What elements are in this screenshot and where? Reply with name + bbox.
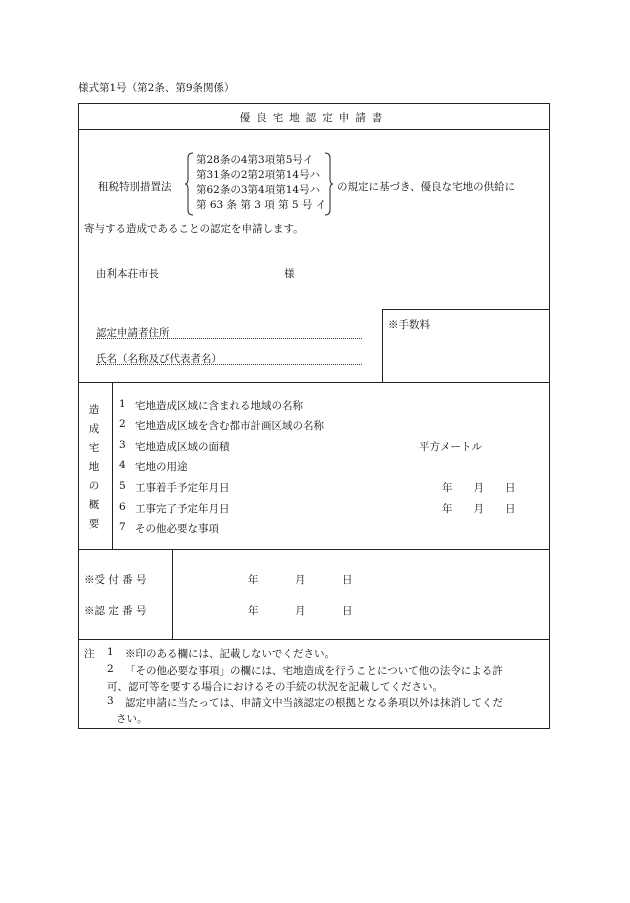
- summary-item-label: 宅地造成区域の面積: [135, 441, 230, 453]
- note-text: 可、認可等を要する場合におけるその手続の状況を記載してください。: [107, 681, 443, 693]
- addressee: 由利本荘市長: [96, 268, 159, 280]
- addressee-suffix: 様: [284, 268, 295, 280]
- article-item: 第28条の4第3項第5号イ: [196, 154, 314, 166]
- summary-item-num: 4: [119, 459, 126, 471]
- title-divider: [78, 129, 550, 130]
- summary-heading-char: 地: [88, 461, 100, 473]
- summary-heading-char: 造: [88, 404, 100, 416]
- request-text-line1: の規定に基づき、優良な宅地の供給に: [337, 181, 516, 193]
- summary-item-label: 工事着手予定年月日: [135, 482, 230, 494]
- summary-item-label: 宅地造成区域に含まれる地域の名称: [135, 400, 303, 412]
- applicant-address-label: 認定申請者住所: [96, 327, 170, 339]
- number-label-divider: [172, 549, 173, 639]
- summary-item-num: 5: [119, 480, 126, 492]
- summary-item-label: 宅地造成区域を含む都市計画区域の名称: [135, 420, 324, 432]
- note-text: 「その他必要な事項」の欄には、宅地造成を行うことについて他の法令による許: [125, 665, 503, 677]
- cert-number-label: ※認 定 番 号: [84, 605, 147, 617]
- summary-item-num: 3: [119, 439, 126, 451]
- cert-month: 月: [295, 605, 306, 617]
- summary-heading-char: 宅: [88, 442, 100, 454]
- note-text: 認定申請に当たっては、申請文中当該認定の根拠となる条項以外は抹消してくだ: [125, 697, 503, 709]
- summary-item-label: 宅地の用途: [135, 461, 188, 473]
- applicant-divider: [78, 382, 550, 383]
- article-list: [196, 153, 326, 213]
- fee-label: ※手数料: [388, 319, 430, 331]
- summary-item-num: 7: [119, 521, 126, 533]
- fee-box-left: [382, 309, 383, 382]
- summary-divider: [78, 549, 550, 550]
- left-brace-icon: [184, 152, 194, 216]
- summary-item-unit: 年 月 日: [442, 503, 516, 515]
- numbers-divider: [78, 639, 550, 640]
- notes-prefix: 注: [84, 648, 95, 660]
- article-item: 第62条の3第4項第14号ハ: [196, 184, 321, 196]
- summary-item-label: 工事完了予定年月日: [135, 503, 230, 515]
- fee-box-top: [382, 309, 550, 310]
- law-name: 租税特別措置法: [98, 181, 172, 193]
- form-title: 優良宅地認定申請書: [239, 112, 389, 124]
- cert-year: 年: [248, 605, 259, 617]
- right-brace-icon: [324, 152, 334, 216]
- summary-heading-char: 成: [88, 423, 100, 435]
- note-num: 3: [107, 695, 114, 707]
- article-item: 第 63 条 第 3 項 第 5 号 イ: [196, 199, 327, 211]
- cert-day: 日: [342, 605, 353, 617]
- applicant-name-field[interactable]: [96, 364, 362, 365]
- note-text: さい。: [116, 713, 148, 725]
- note-num: 1: [107, 646, 114, 658]
- summary-item-label: その他必要な事項: [135, 523, 219, 535]
- summary-heading-char: の: [88, 480, 100, 492]
- receipt-year: 年: [248, 574, 259, 586]
- applicant-address-field[interactable]: [96, 338, 362, 339]
- applicant-name-label: 氏名（名称及び代表者名）: [96, 353, 222, 365]
- summary-heading-char: 概: [88, 499, 100, 511]
- receipt-number-label: ※受 付 番 号: [84, 574, 147, 586]
- summary-item-num: 1: [119, 398, 126, 410]
- form-number: 様式第1号（第2条、第9条関係）: [78, 82, 235, 94]
- receipt-day: 日: [342, 574, 353, 586]
- summary-heading-divider: [112, 382, 113, 549]
- note-text: ※印のある欄には、記載しないでください。: [125, 648, 335, 660]
- request-text-line2: 寄与する造成であることの認定を申請します。: [84, 223, 304, 235]
- summary-heading-char: 要: [88, 518, 100, 530]
- summary-item-num: 6: [119, 501, 126, 513]
- receipt-month: 月: [295, 574, 306, 586]
- note-num: 2: [107, 663, 114, 675]
- summary-item-unit: 年 月 日: [442, 482, 516, 494]
- article-item: 第31条の2第2項第14号ハ: [196, 169, 321, 181]
- summary-item-unit: 平方メートル: [419, 441, 482, 453]
- summary-item-num: 2: [119, 418, 126, 430]
